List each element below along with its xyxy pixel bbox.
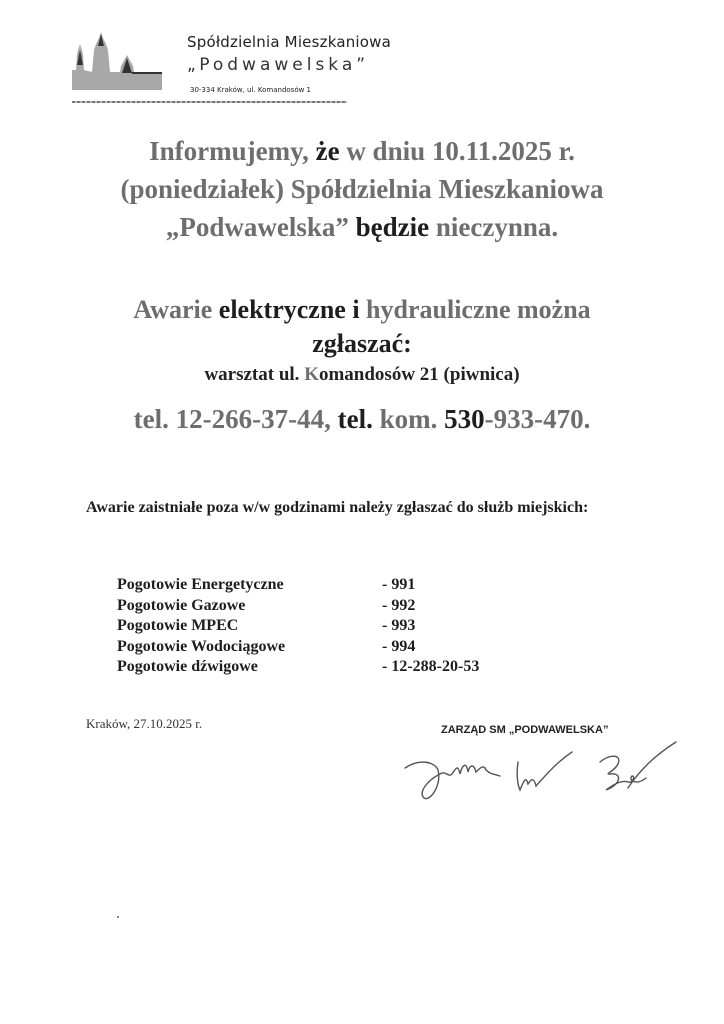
phone-numbers bbox=[60, 404, 664, 435]
service-number: - 993 bbox=[382, 617, 416, 634]
handwritten-signatures-icon bbox=[400, 740, 685, 810]
notice-text: (poniedziałek) Spółdzielnia Mieszkaniowa bbox=[120, 174, 604, 204]
service-name: Pogotowie Energetyczne bbox=[117, 576, 284, 593]
service-number: - 12-288-20-53 bbox=[382, 658, 480, 675]
phone-mobile: 530 bbox=[444, 404, 485, 434]
after-hours-text: Awarie zaistniałe poza w/w godzinami należy zgłaszać do służb miejskich: bbox=[86, 499, 589, 516]
service-row bbox=[117, 575, 479, 596]
service-row bbox=[117, 616, 479, 637]
org-name: Spółdzielnia Mieszkaniowa bbox=[187, 33, 392, 51]
service-number: - 992 bbox=[382, 596, 416, 614]
notice-text: że bbox=[315, 136, 340, 166]
emergency-services-list bbox=[117, 575, 479, 678]
workshop-address bbox=[60, 364, 664, 386]
service-name: Pogotowie MPEC bbox=[117, 617, 239, 634]
notice-text: nieczynna. bbox=[429, 212, 559, 242]
workshop-text: warsztat ul. bbox=[204, 364, 305, 385]
place-and-date: Kraków, 27.10.2025 r. bbox=[86, 716, 203, 731]
service-name: Pogotowie Wodociągowe bbox=[117, 637, 286, 655]
scan-speck bbox=[117, 916, 119, 918]
report-text: hydrauliczne można bbox=[359, 295, 591, 324]
wawel-castle-icon bbox=[72, 30, 162, 96]
workshop-text: omandosów 21 (piwnica) bbox=[318, 364, 520, 385]
notice-text: będzie bbox=[355, 212, 430, 242]
phone-text: kom. bbox=[372, 404, 445, 434]
org-subtitle: „Podwawelska” bbox=[187, 55, 370, 75]
report-text: elektryczne i bbox=[218, 295, 360, 324]
service-number: - 991 bbox=[382, 576, 416, 593]
org-address: 30-334 Kraków, ul. Komandosów 1 bbox=[190, 86, 311, 94]
service-row bbox=[117, 637, 479, 658]
letterhead-divider bbox=[72, 101, 347, 103]
report-heading bbox=[60, 293, 664, 361]
service-row bbox=[117, 596, 479, 617]
phone-text: tel. bbox=[337, 404, 373, 434]
notice-text: Informujemy, bbox=[149, 136, 316, 166]
service-row bbox=[117, 657, 479, 678]
service-name: Pogotowie dźwigowe bbox=[117, 658, 258, 675]
notice-text: „Podwawelska” bbox=[165, 212, 356, 242]
phone-mobile: -933-470. bbox=[484, 404, 591, 434]
closure-notice bbox=[60, 132, 664, 246]
workshop-text: K bbox=[304, 364, 319, 385]
service-number: - 994 bbox=[382, 637, 416, 655]
phone-landline: tel. 12-266-37-44, bbox=[133, 404, 338, 434]
report-text: zgłaszać: bbox=[312, 329, 412, 358]
service-name: Pogotowie Gazowe bbox=[117, 596, 246, 614]
board-signature-label: ZARZĄD SM „PODWAWELSKA” bbox=[441, 724, 609, 736]
notice-date: w dniu 10.11.2025 r. bbox=[339, 136, 575, 166]
report-text: Awarie bbox=[133, 295, 219, 324]
